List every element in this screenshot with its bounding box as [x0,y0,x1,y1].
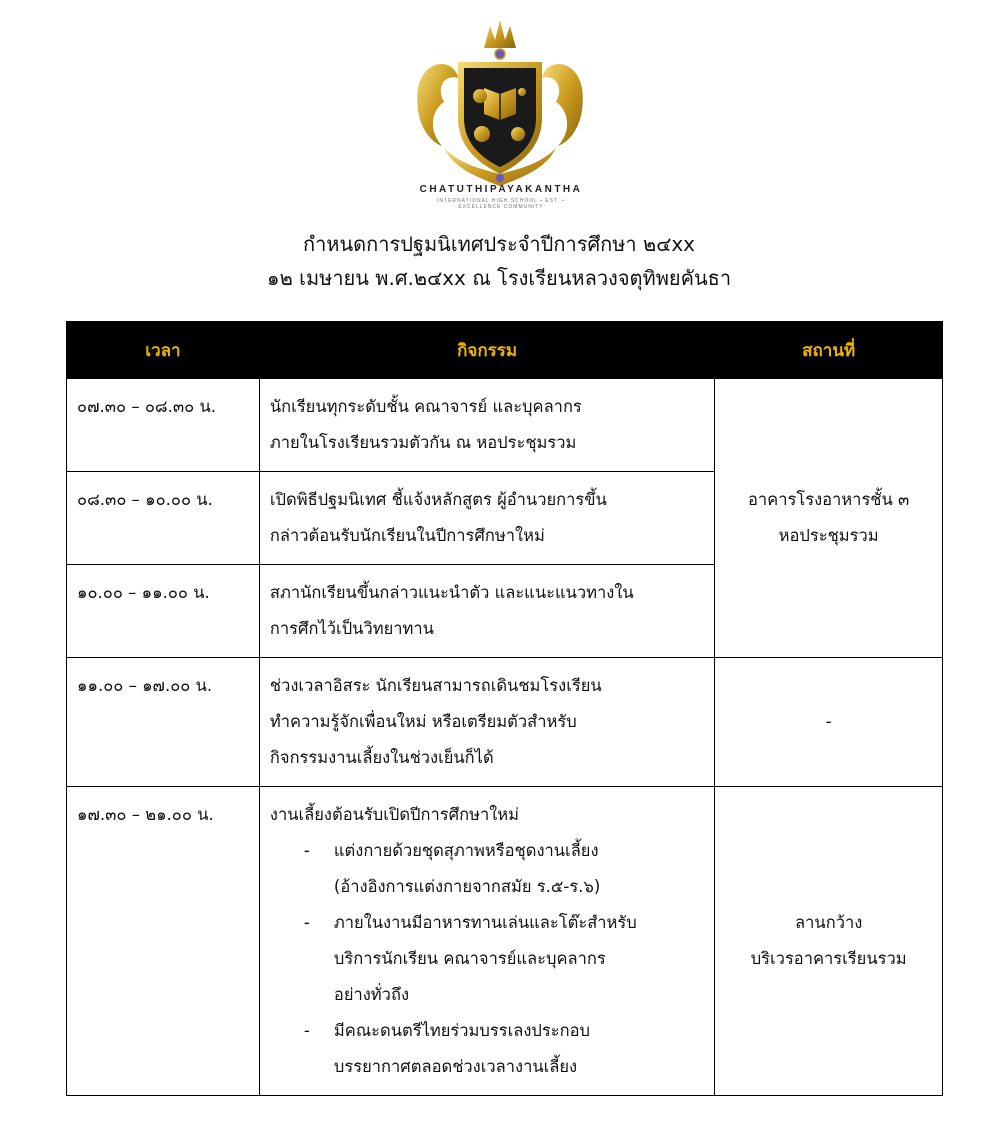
location-cell [715,787,943,1096]
activity-line: เปิดพิธีปฐมนิเทศ ชี้แจ้งหลักสูตร ผู้อำนวยการขึ้น [269,490,607,509]
activity-line: สภานักเรียนขึ้นกล่าวแนะนำตัว และแนะแนวทางใน [269,583,634,602]
bullet-dash: - [303,841,310,860]
table-row [67,787,943,1096]
location-line: บริเวรอาคารเรียนรวม [750,949,907,968]
schedule-table [66,321,943,1096]
activity-bullet-list [270,833,704,1085]
bullet-line: แต่งกายด้วยชุดสุภาพหรือชุดงานเลี้ยง [333,841,599,860]
activity-line: งานเลี้ยงต้อนรับเปิดปีการศึกษาใหม่ [269,805,520,824]
location-line: ลานกว้าง [795,913,863,932]
column-header-location: สถานที่ [715,322,943,379]
activity-cell [259,787,714,1096]
activity-cell [259,472,714,565]
activity-line: การศึกไว้เป็นวิทยาทาน [269,619,434,638]
activity-cell [259,565,714,658]
activity-line: กิจกรรมงานเลี้ยงในช่วงเย็นก็ได้ [269,748,494,767]
location-cell: - [715,658,943,787]
bullet-line: อย่างทั่วถึง [333,985,409,1004]
bullet-line: มีคณะดนตรีไทยร่วมบรรเลงประกอบ [333,1021,590,1040]
time-cell: ๑๑.๐๐ – ๑๗.๐๐ น. [67,658,260,787]
bullet-line: ภายในงานมีอาหารทานเล่นและโต๊ะสำหรับ [333,913,637,932]
bullet-dash: - [303,913,310,932]
time-cell: ๑๗.๓๐ – ๒๑.๐๐ น. [67,787,260,1096]
activity-line: กล่าวต้อนรับนักเรียนในปีการศึกษาใหม่ [269,526,545,545]
page-title: กำหนดการปฐมนิเทศประจำปีการศึกษา ๒๔xx [302,232,696,256]
list-item [270,833,704,905]
location-cell [715,379,943,658]
bullet-dash: - [303,1021,310,1040]
logo-tagline: INTERNATIONAL HIGH SCHOOL • EST. • EXCELLENCE COMMUNITY [437,198,565,210]
activity-line: ช่วงเวลาอิสระ นักเรียนสามารถเดินชมโรงเรียน [269,676,602,695]
logo-wordmark: CHATUTHIPAYAKANTHA [419,184,583,195]
time-cell: ๐๘.๓๐ – ๑๐.๐๐ น. [67,472,260,565]
table-row [67,658,943,787]
table-row [67,379,943,472]
table-header-row [67,322,943,379]
location-line: หอประชุมรวม [778,526,879,545]
bullet-line: บริการนักเรียน คณาจารย์และบุคลากร [333,949,606,968]
list-item [270,905,704,1013]
activity-cell [259,379,714,472]
activity-line: นักเรียนทุกระดับชั้น คณาจารย์ และบุคลากร [269,397,582,416]
time-cell: ๐๗.๓๐ – ๐๘.๓๐ น. [67,379,260,472]
page-subtitle: ๑๒ เมษายน พ.ศ.๒๔xx ณ โรงเรียนหลวงจตุทิพยคันธา [266,266,732,290]
column-header-time: เวลา [67,322,260,379]
list-item [270,1013,704,1085]
location-line: อาคารโรงอาหารชั้น ๓ [748,490,910,509]
time-cell: ๑๐.๐๐ – ๑๑.๐๐ น. [67,565,260,658]
activity-line: ทำความรู้จักเพื่อนใหม่ หรือเตรียมตัวสำหรับ [269,712,577,731]
bullet-line: (อ้างอิงการแต่งกายจากสมัย ร.๕-ร.๖) [333,877,601,896]
activity-line: ภายในโรงเรียนรวมตัวกัน ณ หอประชุมรวม [269,433,577,452]
column-header-activity: กิจกรรม [259,322,714,379]
bullet-line: บรรยากาศตลอดช่วงเวลางานเลี้ยง [333,1057,578,1076]
activity-cell [259,658,714,787]
